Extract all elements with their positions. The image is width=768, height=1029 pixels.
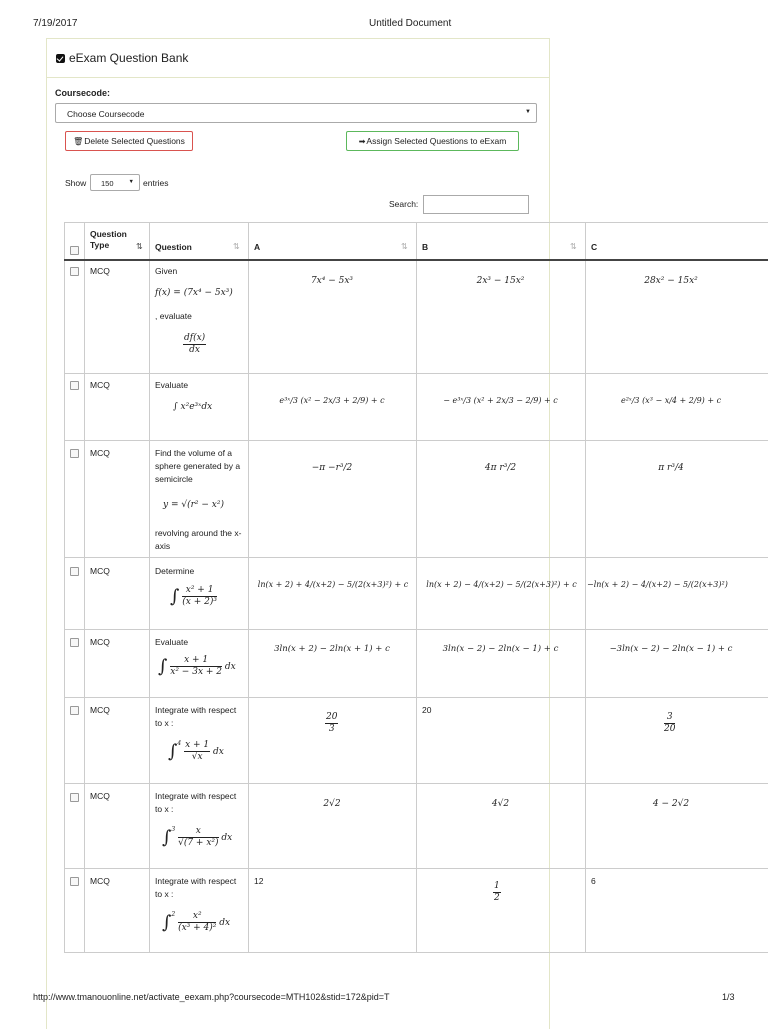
- option-a: 12: [254, 876, 264, 886]
- print-page: 1/3: [722, 992, 735, 1002]
- search-input[interactable]: [423, 195, 529, 214]
- option-a: ln(x + 2) + 4/(x+2) − 5/(2(x+3)²) + c: [257, 580, 409, 589]
- row-checkbox[interactable]: [70, 567, 79, 576]
- print-url: http://www.tmanouonline.net/activate_eexam.php?coursecode=MTH102&stid=172&pid=T: [33, 992, 390, 1002]
- question-text: Given: [155, 266, 178, 276]
- option-c: −3ln(x − 2) − 2ln(x − 1) + c: [609, 644, 733, 654]
- row-checkbox[interactable]: [70, 638, 79, 647]
- option-c: 28x² − 15x²: [644, 276, 698, 286]
- option-a: e³ˣ/3 (x² − 2x/3 + 2/9) + c: [279, 396, 385, 405]
- question-math: y = √(r² − x²): [163, 500, 224, 510]
- option-b: 4π r³/2: [484, 463, 517, 473]
- question-text: Determine: [155, 566, 195, 576]
- question-text: Evaluate: [155, 380, 189, 390]
- option-a: −π −r³/2: [311, 463, 353, 473]
- option-a: $\frac{20}{3}$: [326, 712, 338, 734]
- search-label: Search:: [389, 199, 419, 209]
- question-type: MCQ: [90, 791, 110, 801]
- print-title: Untitled Document: [369, 18, 452, 29]
- question-math: ∫$^2$ $\frac{\text{x²}}{\text{(x³ + 4)²}}$ dx: [162, 911, 231, 933]
- question-text: Integrate with respect to x :: [155, 705, 237, 728]
- assign-selected-button[interactable]: ➡ Assign Selected Questions to eExam: [346, 131, 519, 151]
- question-math: ∫ $\frac{x + 1}{\text{x² − 3x + 2}}$ dx: [158, 655, 236, 677]
- question-text: Evaluate: [155, 637, 189, 647]
- question-text: Integrate with respect to x :: [155, 876, 237, 899]
- column-header-c[interactable]: C: [591, 242, 598, 252]
- panel-title: eExam Question Bank: [56, 51, 188, 65]
- row-checkbox[interactable]: [70, 793, 79, 802]
- option-b: − e³ˣ/3 (x² + 2x/3 − 2/9) + c: [443, 396, 558, 405]
- check-square-icon: [56, 54, 65, 63]
- print-date: 7/19/2017: [33, 18, 78, 29]
- arrow-right-icon: ➡: [358, 136, 366, 146]
- column-header-a[interactable]: A: [254, 242, 261, 252]
- caret-down-icon: ▼: [128, 179, 134, 185]
- panel-header: [47, 39, 549, 78]
- question-math: ∫ $\frac{\text{x² + 1}}{\text{(x + 2)³}}$: [170, 585, 217, 607]
- row-checkbox[interactable]: [70, 706, 79, 715]
- option-c: 4 − 2√2: [652, 799, 690, 809]
- question-math: ∫$^3$ $\frac{x}{\text{√(7 + x²)}}$ dx: [162, 826, 233, 848]
- column-header-question[interactable]: Question: [155, 242, 192, 252]
- sort-icon[interactable]: ⇅: [233, 242, 240, 251]
- question-type: MCQ: [90, 566, 110, 576]
- sort-icon[interactable]: ⇅: [401, 242, 408, 251]
- column-header-b[interactable]: B: [422, 242, 429, 252]
- question-text: Integrate with respect to x :: [155, 791, 237, 814]
- option-b: ln(x + 2) − 4/(x+2) − 5/(2(x+3)²) + c: [426, 580, 577, 589]
- option-a: 2√2: [323, 799, 341, 809]
- option-c: e²ˣ/3 (x³ − x/4 + 2/9) + c: [620, 396, 722, 405]
- select-all-checkbox[interactable]: [70, 246, 79, 255]
- question-math: ∫ x²e³ˣdx: [173, 402, 213, 412]
- option-b: 2x³ − 15x²: [476, 276, 525, 286]
- row-checkbox[interactable]: [70, 381, 79, 390]
- coursecode-label: Coursecode:: [55, 88, 111, 98]
- entries-label: entries: [143, 178, 169, 188]
- show-label: Show: [65, 178, 87, 188]
- column-header-type[interactable]: Question Type: [90, 229, 127, 250]
- trash-icon: 🗑: [73, 136, 84, 146]
- option-b: 4√2: [491, 799, 510, 809]
- question-type: MCQ: [90, 266, 110, 276]
- option-c: −ln(x + 2) − 4/(x+2) − 5/(2(x+3)²): [587, 580, 728, 589]
- question-type: MCQ: [90, 448, 110, 458]
- row-checkbox[interactable]: [70, 267, 79, 276]
- sort-icon[interactable]: ⇅: [570, 242, 577, 251]
- option-c: 6: [591, 876, 596, 886]
- option-a: 7x⁴ − 5x³: [310, 276, 354, 286]
- option-b: 20: [422, 705, 432, 715]
- question-math: f(x) = (7x⁴ − 5x³): [155, 288, 233, 298]
- option-b: $\frac{1}{2}$: [494, 881, 500, 903]
- entries-select[interactable]: 150 ▼: [90, 174, 140, 191]
- question-type: MCQ: [90, 637, 110, 647]
- row-checkbox[interactable]: [70, 877, 79, 886]
- option-b: 3ln(x − 2) − 2ln(x − 1) + c: [442, 644, 559, 654]
- delete-selected-button[interactable]: 🗑 Delete Selected Questions: [65, 131, 193, 151]
- question-math: $\frac{df(x)}{dx}$: [184, 333, 206, 355]
- question-math: ∫$^4$ $\frac{x + 1}{√x}$ dx: [168, 740, 224, 762]
- sort-desc-icon[interactable]: ⇅: [136, 242, 143, 251]
- option-c: $\frac{3}{20}$: [664, 712, 676, 734]
- option-a: 3ln(x + 2) − 2ln(x + 1) + c: [274, 644, 390, 654]
- coursecode-select[interactable]: Choose Coursecode ▼: [55, 103, 537, 123]
- caret-down-icon: ▼: [525, 109, 531, 115]
- question-text: , evaluate: [155, 311, 192, 321]
- row-checkbox[interactable]: [70, 449, 79, 458]
- question-type: MCQ: [90, 876, 110, 886]
- question-text: revolving around the x-axis: [155, 528, 242, 551]
- option-c: π r³/4: [658, 463, 684, 473]
- question-type: MCQ: [90, 380, 110, 390]
- question-text: Find the volume of a sphere generated by a semicircle: [155, 448, 241, 484]
- question-type: MCQ: [90, 705, 110, 715]
